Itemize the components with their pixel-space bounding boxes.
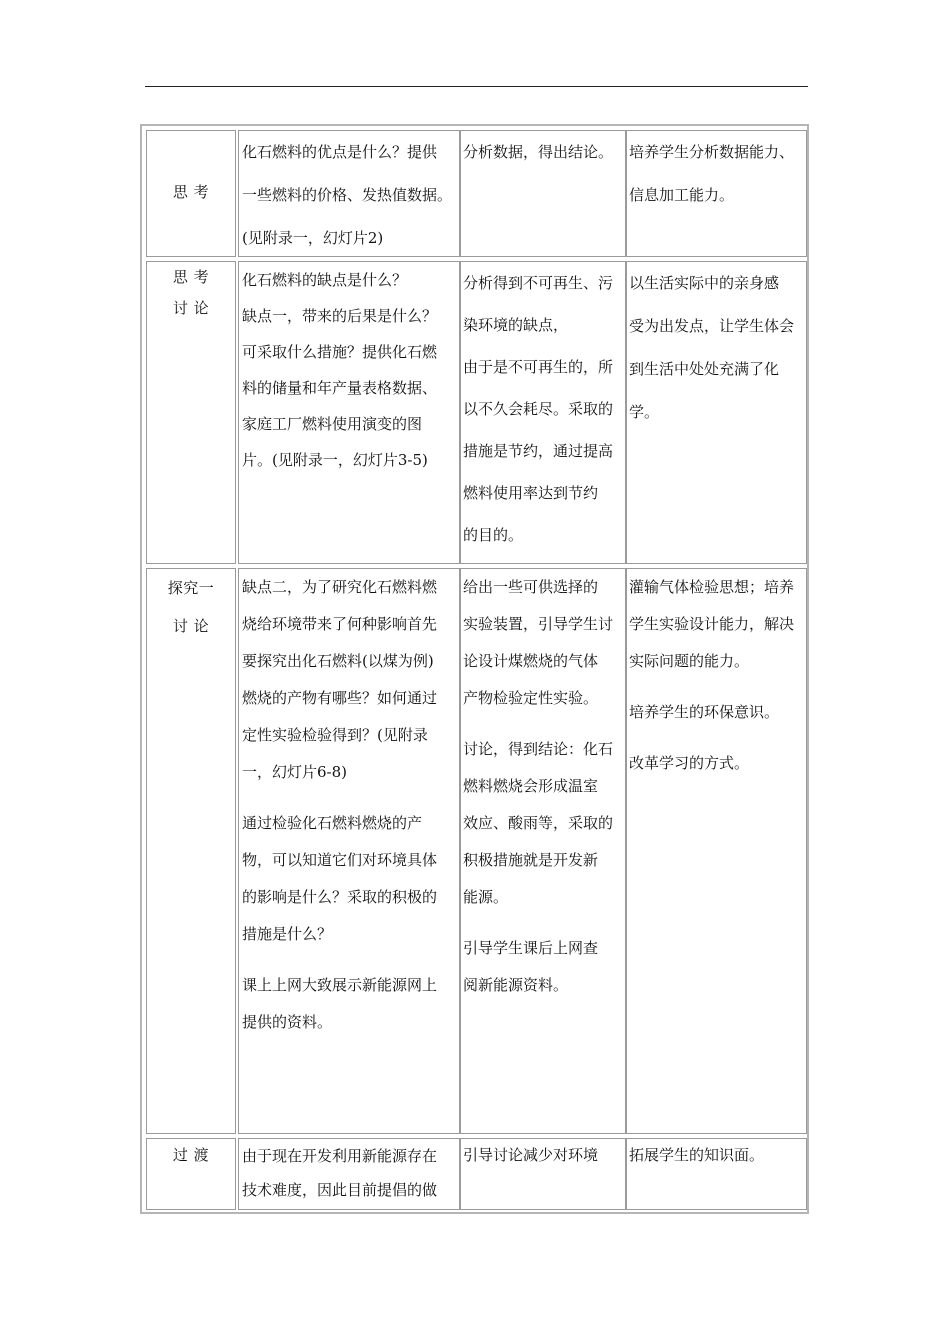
cell-text-line: 化石燃料的缺点是什么？ (242, 271, 408, 289)
cell-text-line: 分析得到不可再生、污 (463, 274, 614, 292)
cell-text-line: 要探究出化石燃料(以煤为例) (242, 652, 434, 670)
row2-student (460, 261, 626, 564)
cell-text-line: 讨论，得到结论：化石 (463, 740, 614, 758)
row2-teacher (238, 261, 460, 564)
row3-intent (626, 568, 807, 1134)
row1-stage (146, 130, 236, 257)
row3-student (460, 568, 626, 1134)
paragraph-gap (463, 916, 625, 930)
cell-text-line: 信息加工能力。 (629, 186, 735, 204)
cell-text-line: 思 考 (172, 268, 210, 286)
cell-text-line: 燃料燃烧会形成温室 (463, 777, 599, 795)
cell-text-line: 烧给环境带来了何种影响首先 (242, 615, 438, 633)
row1-student (460, 130, 626, 257)
row3-teacher (238, 568, 460, 1134)
cell-text-line: 以生活实际中的亲身感 (629, 274, 780, 292)
cell-text-line: 过 渡 (172, 1146, 210, 1164)
cell-text-line: 论设计煤燃烧的气体 (463, 652, 599, 670)
cell-text-line: 阅新能源资料。 (463, 976, 569, 994)
cell-text-line: 的影响是什么？采取的积极的 (242, 888, 438, 906)
row1-teacher (238, 130, 460, 257)
cell-text-line: 产物检验定性实验。 (463, 689, 599, 707)
cell-text-line: (见附录一，幻灯片2) (242, 229, 384, 247)
cell-text-line: 通过检验化石燃料燃烧的产 (242, 814, 423, 832)
row4-student (460, 1138, 626, 1210)
paragraph-gap (242, 791, 459, 805)
cell-text-line: 由于是不可再生的，所 (463, 358, 614, 376)
cell-text-line: 定性实验检验得到？(见附录 (242, 726, 428, 744)
cell-text-line: 课上上网大致展示新能源网上 (242, 976, 438, 994)
cell-text-line: 分析数据，得出结论。 (463, 143, 614, 161)
cell-text-line: 燃烧的产物有哪些？如何通过 (242, 689, 438, 707)
cell-text-line: 给出一些可供选择的 (463, 578, 599, 596)
cell-text-line: 效应、酸雨等，采取的 (463, 814, 614, 832)
cell-text-line: 改革学习的方式。 (629, 754, 750, 772)
cell-text-line: 片。(见附录一，幻灯片3-5) (242, 451, 428, 469)
cell-text-line: 学生实验设计能力，解决 (629, 615, 795, 633)
cell-text-line: 实际问题的能力。 (629, 652, 750, 670)
cell-text-line: 拓展学生的知识面。 (629, 1146, 765, 1164)
cell-text-line: 灌输气体检验思想；培养 (629, 578, 795, 596)
cell-text-line: 措施是节约，通过提高 (463, 442, 614, 460)
cell-text-line: 染环境的缺点， (463, 316, 569, 334)
cell-text-line: 缺点一，带来的后果是什么？ (242, 307, 438, 325)
row2-stage (146, 261, 236, 564)
cell-text-line: 思 考 (172, 183, 210, 201)
cell-text-line: 实验装置，引导学生讨 (463, 615, 614, 633)
cell-text-line: 化石燃料的优点是什么？提供 (242, 143, 438, 161)
cell-text-line: 家庭工厂燃料使用演变的图 (242, 415, 423, 433)
paragraph-gap (242, 953, 459, 967)
cell-text-line: 到生活中处处充满了化 (629, 360, 780, 378)
cell-text-line: 燃料使用率达到节约 (463, 484, 599, 502)
row4-teacher (238, 1138, 460, 1210)
cell-text-line: 培养学生的环保意识。 (629, 703, 780, 721)
row3-stage (146, 568, 236, 1134)
cell-text-line: 一，幻灯片6-8) (242, 763, 348, 781)
cell-text-line: 讨 论 (172, 298, 210, 317)
cell-text-line: 一些燃料的价格、发热值数据。 (242, 186, 453, 204)
cell-text-line: 讨 论 (172, 617, 210, 635)
cell-text-line: 的目的。 (463, 526, 524, 544)
cell-text-line: 物，可以知道它们对环境具体 (242, 851, 438, 869)
paragraph-gap (629, 731, 806, 745)
cell-text-line: 积极措施就是开发新 (463, 851, 599, 869)
row1-intent (626, 130, 807, 257)
paragraph-gap (629, 680, 806, 694)
cell-text-line: 以不久会耗尽。采取的 (463, 400, 614, 418)
cell-text-line: 引导讨论减少对环境 (463, 1146, 599, 1164)
cell-text-line: 措施是什么？ (242, 925, 333, 943)
cell-text-line: 引导学生课后上网查 (463, 939, 599, 957)
cell-text-line: 探究一 (167, 579, 215, 597)
paragraph-gap (463, 717, 625, 731)
row4-intent (626, 1138, 807, 1210)
cell-text-line: 可采取什么措施？提供化石燃 (242, 343, 438, 361)
cell-text-line: 培养学生分析数据能力、 (629, 143, 795, 161)
cell-text-line: 由于现在开发利用新能源存在 (242, 1147, 438, 1165)
cell-text-line: 提供的资料。 (242, 1013, 333, 1031)
cell-text-line: 受为出发点，让学生体会 (629, 317, 795, 335)
cell-text-line: 学。 (629, 403, 660, 421)
row2-intent (626, 261, 807, 564)
cell-text-line: 技术难度，因此目前提倡的做 (242, 1181, 438, 1199)
row4-stage (146, 1138, 236, 1210)
header-rule (145, 86, 808, 87)
cell-text-line: 能源。 (463, 888, 509, 906)
cell-text-line: 料的储量和年产量表格数据、 (242, 379, 438, 397)
cell-text-line: 缺点二，为了研究化石燃料燃 (242, 578, 438, 596)
